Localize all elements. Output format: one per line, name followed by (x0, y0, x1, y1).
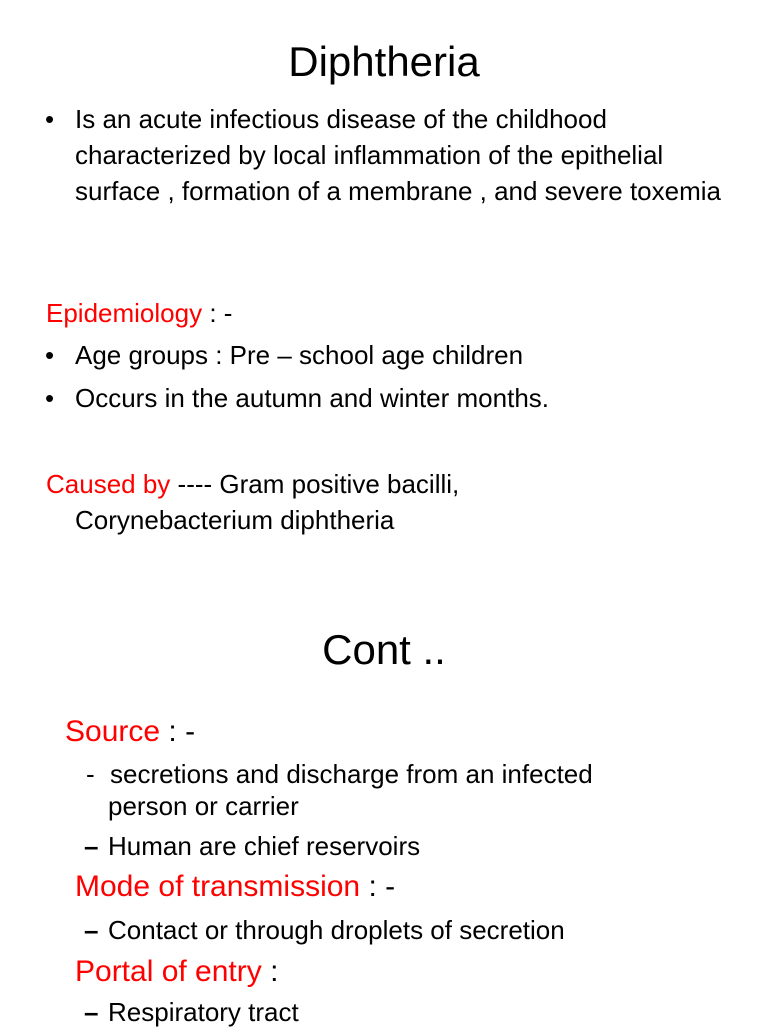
caused-by-organism: Corynebacterium diphtheria (75, 505, 395, 535)
bullet-dot: • (45, 104, 55, 134)
portal-suffix: : (261, 955, 279, 988)
bullet-dot: • (45, 383, 55, 413)
dash-marker: - (86, 759, 95, 789)
bullet-text: Occurs in the autumn and winter months. (75, 383, 550, 413)
bullet-age-groups (45, 337, 745, 373)
source-suffix: : - (160, 715, 196, 748)
bullet-text: Age groups : Pre – school age children (75, 340, 524, 370)
slide-title: Cont .. (322, 626, 446, 673)
slide-title: Diphtheria (288, 38, 480, 85)
dash-marker: – (84, 915, 99, 945)
mode-of-transmission-heading (75, 868, 395, 906)
bullet-season (45, 380, 745, 416)
caused-by-heading (46, 466, 459, 502)
item-text: Respiratory tract (108, 997, 299, 1027)
epidemiology-label: Epidemiology (46, 298, 203, 328)
caused-by-label: Caused by (46, 469, 171, 499)
mode-suffix: : - (360, 870, 396, 903)
source-heading (65, 713, 195, 751)
bullet-text: Is an acute infectious disease of the childhood characterized by local inflammation of the epithelial surface , formation of a membrane , and severe toxemia (75, 104, 721, 206)
slide-cont (0, 600, 768, 1027)
portal-of-entry-heading (75, 953, 278, 991)
item-text: Contact or through droplets of secretion (108, 915, 565, 945)
item-text-continued: person or carrier (108, 791, 299, 821)
dash-marker: – (84, 831, 99, 861)
source-label: Source (65, 715, 161, 748)
item-text: Human are chief reservoirs (108, 831, 421, 861)
source-item-secretions (86, 758, 726, 822)
caused-by-text: ---- Gram positive bacilli, (170, 469, 460, 499)
bullet-dot: • (45, 340, 55, 370)
item-text: secretions and discharge from an infected (110, 759, 593, 789)
dash-marker: – (84, 997, 99, 1027)
mode-label: Mode of transmission (75, 870, 361, 903)
epidemiology-suffix: : - (202, 298, 233, 328)
portal-label: Portal of entry (75, 955, 262, 988)
epidemiology-heading (46, 295, 232, 331)
